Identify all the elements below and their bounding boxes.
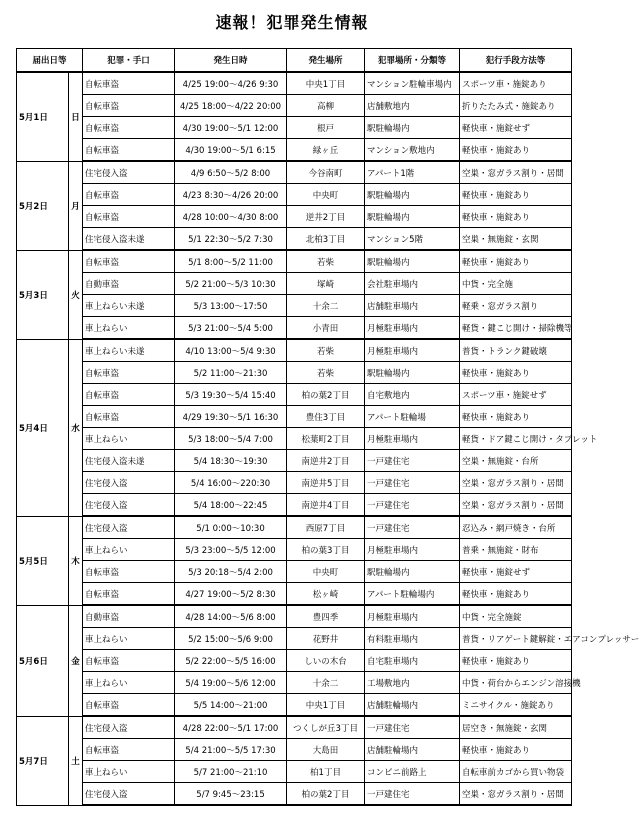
location-class-cell: アパート駐輪場内 <box>365 583 460 606</box>
table-row <box>17 295 572 317</box>
occurrence-time-cell: 4/25 19:00〜4/26 9:30 <box>175 72 287 95</box>
table-row <box>17 317 572 340</box>
crime-type-cell: 車上ねらい <box>83 628 175 650</box>
location-class-cell: 一戸建住宅 <box>365 716 460 739</box>
location-class-cell: 自宅駐車場内 <box>365 650 460 672</box>
table-row <box>17 406 572 428</box>
table-row <box>17 362 572 384</box>
day-of-week: 月 <box>69 161 83 250</box>
occurrence-place-cell: 根戸 <box>287 117 365 139</box>
occurrence-place-cell: 若柴 <box>287 339 365 362</box>
occurrence-time-cell: 5/3 23:00〜5/5 12:00 <box>175 539 287 561</box>
occurrence-place-cell: 北柏3丁目 <box>287 228 365 251</box>
occurrence-time-cell: 5/3 20:18〜5/4 2:00 <box>175 561 287 583</box>
occurrence-place-cell: 豊住3丁目 <box>287 406 365 428</box>
occurrence-time-cell: 5/7 21:00〜21:10 <box>175 761 287 783</box>
table-row <box>17 672 572 694</box>
occurrence-time-cell: 5/2 22:00〜5/5 16:00 <box>175 650 287 672</box>
method-cell: 空巣・窓ガラス割り・居間 <box>460 783 572 806</box>
crime-type-cell: 車上ねらい未遂 <box>83 295 175 317</box>
method-cell: 折りたたみ式・施錠あり <box>460 95 572 117</box>
day-of-week: 日 <box>69 72 83 161</box>
crime-type-cell: 自転車盗 <box>83 250 175 273</box>
report-date: 5月1日 <box>17 72 69 161</box>
occurrence-place-cell: 柏1丁目 <box>287 761 365 783</box>
crime-type-cell: 自動車盗 <box>83 273 175 295</box>
header-crime-type: 犯罪・手口 <box>83 49 175 73</box>
occurrence-time-cell: 4/28 22:00〜5/1 17:00 <box>175 716 287 739</box>
location-class-cell: 駅駐輪場内 <box>365 250 460 273</box>
location-class-cell: アパート1階 <box>365 161 460 184</box>
location-class-cell: 店舗駐輪場内 <box>365 739 460 761</box>
location-class-cell: 工場敷地内 <box>365 672 460 694</box>
method-cell: 軽快車・施錠あり <box>460 184 572 206</box>
header-occurrence-place: 発生場所 <box>287 49 365 73</box>
table-row <box>17 206 572 228</box>
occurrence-place-cell: 塚崎 <box>287 273 365 295</box>
crime-type-cell: 自転車盗 <box>83 384 175 406</box>
crime-type-cell: 自転車盗 <box>83 406 175 428</box>
method-cell: 中貨・荷台からエンジン溶接機 <box>460 672 572 694</box>
table-row <box>17 95 572 117</box>
method-cell: 中貨・完全施錠 <box>460 605 572 628</box>
occurrence-time-cell: 5/3 13:00〜17:50 <box>175 295 287 317</box>
crime-type-cell: 住宅侵入盗未遂 <box>83 450 175 472</box>
method-cell: 軽快車・施錠せず <box>460 117 572 139</box>
occurrence-time-cell: 5/3 19:30〜5/4 15:40 <box>175 384 287 406</box>
occurrence-place-cell: 若柴 <box>287 250 365 273</box>
occurrence-time-cell: 5/4 16:00〜220:30 <box>175 472 287 494</box>
crime-type-cell: 車上ねらい <box>83 539 175 561</box>
occurrence-time-cell: 4/9 6:50〜5/2 8:00 <box>175 161 287 184</box>
table-row <box>17 184 572 206</box>
crime-type-cell: 住宅侵入盗 <box>83 716 175 739</box>
location-class-cell: 一戸建住宅 <box>365 472 460 494</box>
method-cell: 軽快車・施錠あり <box>460 583 572 606</box>
method-cell: 忍込み・網戸焼き・台所 <box>460 516 572 539</box>
crime-type-cell: 車上ねらい未遂 <box>83 339 175 362</box>
table-row <box>17 250 572 273</box>
report-date: 5月7日 <box>17 716 69 805</box>
method-cell: 空巣・窓ガラス割り・居間 <box>460 161 572 184</box>
location-class-cell: 有料駐車場内 <box>365 628 460 650</box>
table-row <box>17 228 572 251</box>
crime-type-cell: 住宅侵入盗 <box>83 516 175 539</box>
location-class-cell: マンション駐輪車場内 <box>365 72 460 95</box>
location-class-cell: 一戸建住宅 <box>365 494 460 517</box>
crime-type-cell: 住宅侵入盗 <box>83 472 175 494</box>
occurrence-time-cell: 5/2 15:00〜5/6 9:00 <box>175 628 287 650</box>
occurrence-time-cell: 5/7 9:45〜23:15 <box>175 783 287 806</box>
table-row <box>17 583 572 606</box>
header-method: 犯行手段方法等 <box>460 49 572 73</box>
table-row <box>17 761 572 783</box>
location-class-cell: 一戸建住宅 <box>365 450 460 472</box>
location-class-cell: 駅駐輪場内 <box>365 362 460 384</box>
occurrence-place-cell: 十余二 <box>287 295 365 317</box>
location-class-cell: 一戸建住宅 <box>365 783 460 806</box>
location-class-cell: 月極駐車場内 <box>365 605 460 628</box>
day-of-week: 火 <box>69 250 83 339</box>
header-occurrence-time: 発生日時 <box>175 49 287 73</box>
occurrence-place-cell: 大島田 <box>287 739 365 761</box>
occurrence-time-cell: 5/3 21:00〜5/4 5:00 <box>175 317 287 340</box>
table-row <box>17 739 572 761</box>
method-cell: 空巣・無施錠・台所 <box>460 450 572 472</box>
occurrence-place-cell: 柏の葉2丁目 <box>287 783 365 806</box>
table-row <box>17 161 572 184</box>
crime-type-cell: 自転車盗 <box>83 184 175 206</box>
table-row <box>17 694 572 717</box>
table-row <box>17 472 572 494</box>
method-cell: 軽快車・施錠あり <box>460 206 572 228</box>
occurrence-place-cell: つくしが丘3丁目 <box>287 716 365 739</box>
table-row <box>17 450 572 472</box>
occurrence-place-cell: 柏の葉3丁目 <box>287 539 365 561</box>
location-class-cell: 一戸建住宅 <box>365 516 460 539</box>
occurrence-place-cell: 西原7丁目 <box>287 516 365 539</box>
occurrence-time-cell: 4/23 8:30〜4/26 20:00 <box>175 184 287 206</box>
location-class-cell: 店舗駐輪場内 <box>365 694 460 717</box>
method-cell: 軽快車・施錠せず <box>460 561 572 583</box>
table-body <box>17 72 639 805</box>
method-cell: 軽乗・窓ガラス割り <box>460 295 572 317</box>
method-cell: 軽快車・施錠あり <box>460 250 572 273</box>
location-class-cell: マンション5階 <box>365 228 460 251</box>
occurrence-place-cell: 十余二 <box>287 672 365 694</box>
occurrence-time-cell: 5/2 11:00〜21:30 <box>175 362 287 384</box>
crime-type-cell: 自転車盗 <box>83 117 175 139</box>
table-row <box>17 339 572 362</box>
day-of-week: 土 <box>69 716 83 805</box>
occurrence-place-cell: 今谷南町 <box>287 161 365 184</box>
crime-type-cell: 車上ねらい <box>83 761 175 783</box>
table-header-row <box>17 49 572 73</box>
crime-type-cell: 自動車盗 <box>83 605 175 628</box>
occurrence-time-cell: 5/4 18:30〜19:30 <box>175 450 287 472</box>
table-row <box>17 384 572 406</box>
occurrence-place-cell: 豊四季 <box>287 605 365 628</box>
occurrence-time-cell: 5/3 18:00〜5/4 7:00 <box>175 428 287 450</box>
occurrence-place-cell: 中央1丁目 <box>287 72 365 95</box>
location-class-cell: 駅駐輪場内 <box>365 184 460 206</box>
location-class-cell: 月極駐車場内 <box>365 317 460 340</box>
occurrence-place-cell: 中央町 <box>287 184 365 206</box>
crime-type-cell: 自転車盗 <box>83 561 175 583</box>
crime-type-cell: 自転車盗 <box>83 650 175 672</box>
method-cell: 軽快車・施錠あり <box>460 739 572 761</box>
day-of-week: 金 <box>69 605 83 716</box>
method-cell: 軽貨・鍵こじ開け・掃除機等 <box>460 317 572 340</box>
method-cell: 普乗・無施錠・財布 <box>460 539 572 561</box>
method-cell: 軽快車・施錠あり <box>460 406 572 428</box>
crime-type-cell: 自転車盗 <box>83 72 175 95</box>
method-cell: 中貨・完全施 <box>460 273 572 295</box>
method-cell: 軽快車・施錠あり <box>460 362 572 384</box>
method-cell: 空巣・無施錠・玄関 <box>460 228 572 251</box>
occurrence-time-cell: 5/4 19:00〜5/6 12:00 <box>175 672 287 694</box>
crime-type-cell: 住宅侵入盗未遂 <box>83 228 175 251</box>
crime-type-cell: 自転車盗 <box>83 694 175 717</box>
method-cell: スポーツ車・施錠あり <box>460 72 572 95</box>
location-class-cell: アパート駐輪場 <box>365 406 460 428</box>
crime-report-table <box>16 48 639 806</box>
location-class-cell: 駅駐輪場内 <box>365 561 460 583</box>
table-row <box>17 72 572 95</box>
day-of-week: 水 <box>69 339 83 516</box>
table-row <box>17 117 572 139</box>
occurrence-time-cell: 5/4 21:00〜5/5 17:30 <box>175 739 287 761</box>
crime-type-cell: 自転車盗 <box>83 362 175 384</box>
occurrence-place-cell: 南逆井4丁目 <box>287 494 365 517</box>
crime-type-cell: 住宅侵入盗 <box>83 494 175 517</box>
occurrence-place-cell: 中央1丁目 <box>287 694 365 717</box>
header-report-date: 届出日等 <box>17 49 83 73</box>
method-cell: 空巣・窓ガラス割り・居間 <box>460 494 572 517</box>
crime-type-cell: 自転車盗 <box>83 583 175 606</box>
method-cell: 普貨・トランク鍵破壊 <box>460 339 572 362</box>
method-cell: 軽快車・施錠あり <box>460 139 572 162</box>
crime-type-cell: 自転車盗 <box>83 139 175 162</box>
day-of-week: 木 <box>69 516 83 605</box>
occurrence-time-cell: 4/30 19:00〜5/1 12:00 <box>175 117 287 139</box>
occurrence-time-cell: 5/1 22:30〜5/2 7:30 <box>175 228 287 251</box>
occurrence-time-cell: 5/2 21:00〜5/3 10:30 <box>175 273 287 295</box>
occurrence-place-cell: 南逆井5丁目 <box>287 472 365 494</box>
table-row <box>17 139 572 162</box>
crime-type-cell: 車上ねらい <box>83 428 175 450</box>
method-cell: 空巣・窓ガラス割り・居間 <box>460 472 572 494</box>
occurrence-time-cell: 4/27 19:00〜5/2 8:30 <box>175 583 287 606</box>
table-row <box>17 716 572 739</box>
crime-type-cell: 住宅侵入盗 <box>83 161 175 184</box>
occurrence-time-cell: 4/30 19:00〜5/1 6:15 <box>175 139 287 162</box>
crime-type-cell: 住宅侵入盗 <box>83 783 175 806</box>
location-class-cell: マンション敷地内 <box>365 139 460 162</box>
occurrence-place-cell: 松ヶ崎 <box>287 583 365 606</box>
occurrence-time-cell: 5/4 18:00〜22:45 <box>175 494 287 517</box>
occurrence-place-cell: 中央町 <box>287 561 365 583</box>
table-row <box>17 628 572 650</box>
location-class-cell: 月極駐車場内 <box>365 339 460 362</box>
crime-type-cell: 自転車盗 <box>83 95 175 117</box>
method-cell: スポーツ車・施錠せず <box>460 384 572 406</box>
occurrence-time-cell: 4/28 14:00〜5/6 8:00 <box>175 605 287 628</box>
occurrence-time-cell: 4/25 18:00〜4/22 20:00 <box>175 95 287 117</box>
location-class-cell: 月極駐車場内 <box>365 428 460 450</box>
method-cell: 軽貨・ドア鍵こじ開け・タブレット <box>460 428 572 450</box>
occurrence-time-cell: 5/1 8:00〜5/2 11:00 <box>175 250 287 273</box>
location-class-cell: 自宅敷地内 <box>365 384 460 406</box>
occurrence-place-cell: 花野井 <box>287 628 365 650</box>
location-class-cell: 駅駐輪場内 <box>365 206 460 228</box>
occurrence-place-cell: 逆井2丁目 <box>287 206 365 228</box>
table-row <box>17 650 572 672</box>
occurrence-place-cell: しいの木台 <box>287 650 365 672</box>
location-class-cell: 会社駐車場内 <box>365 273 460 295</box>
method-cell: 自転車前カゴから買い物袋 <box>460 761 572 783</box>
occurrence-place-cell: 松葉町2丁目 <box>287 428 365 450</box>
method-cell: 軽快車・施錠あり <box>460 650 572 672</box>
report-date: 5月2日 <box>17 161 69 250</box>
table-row <box>17 428 572 450</box>
location-class-cell: 駅駐輪場内 <box>365 117 460 139</box>
method-cell: 普貨・リアゲート鍵解錠・エアコンプレッサー <box>460 628 572 650</box>
occurrence-time-cell: 4/29 19:30〜5/1 16:30 <box>175 406 287 428</box>
report-date: 5月3日 <box>17 250 69 339</box>
report-date: 5月5日 <box>17 516 69 605</box>
occurrence-place-cell: 若柴 <box>287 362 365 384</box>
occurrence-place-cell: 高柳 <box>287 95 365 117</box>
location-class-cell: コンビニ前路上 <box>365 761 460 783</box>
occurrence-time-cell: 5/1 0:00〜10:30 <box>175 516 287 539</box>
table-row <box>17 783 572 806</box>
table-row <box>17 273 572 295</box>
occurrence-time-cell: 4/10 13:00〜5/4 9:30 <box>175 339 287 362</box>
report-date: 5月4日 <box>17 339 69 516</box>
report-date: 5月6日 <box>17 605 69 716</box>
crime-type-cell: 自転車盗 <box>83 739 175 761</box>
method-cell: 居空き・無施錠・玄関 <box>460 716 572 739</box>
crime-type-cell: 自転車盗 <box>83 206 175 228</box>
method-cell: ミニサイクル・施錠あり <box>460 694 572 717</box>
table-row <box>17 516 572 539</box>
location-class-cell: 店舗駐車場内 <box>365 295 460 317</box>
occurrence-place-cell: 南逆井2丁目 <box>287 450 365 472</box>
table-row <box>17 494 572 517</box>
crime-type-cell: 車上ねらい <box>83 317 175 340</box>
occurrence-place-cell: 緑ヶ丘 <box>287 139 365 162</box>
location-class-cell: 月極駐車場内 <box>365 539 460 561</box>
occurrence-time-cell: 4/28 10:00〜4/30 8:00 <box>175 206 287 228</box>
page-title: 速報！犯罪発生情報 <box>215 13 369 32</box>
occurrence-time-cell: 5/5 14:00〜21:00 <box>175 694 287 717</box>
occurrence-place-cell: 柏の葉2丁目 <box>287 384 365 406</box>
table-row <box>17 605 572 628</box>
location-class-cell: 店舗敷地内 <box>365 95 460 117</box>
crime-type-cell: 車上ねらい <box>83 672 175 694</box>
occurrence-place-cell: 小青田 <box>287 317 365 340</box>
table-row <box>17 561 572 583</box>
header-location-class: 犯罪場所・分類等 <box>365 49 460 73</box>
table-row <box>17 539 572 561</box>
